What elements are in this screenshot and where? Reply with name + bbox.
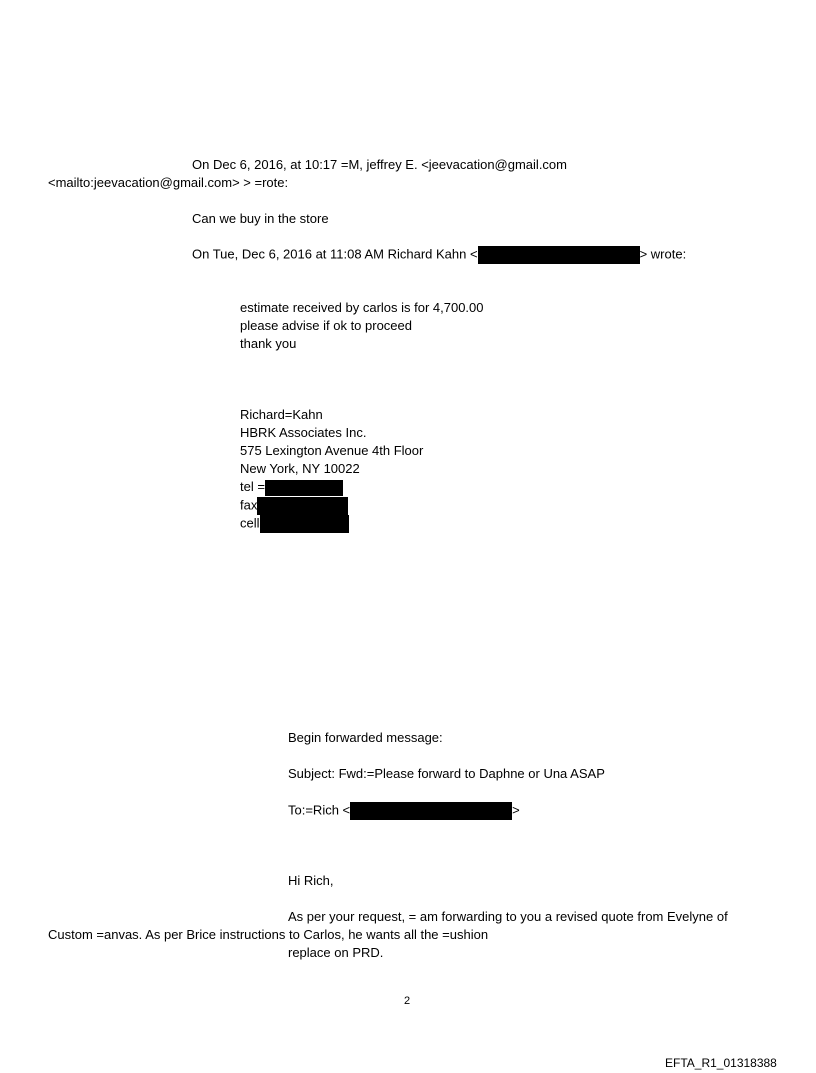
redacted-email-block	[478, 246, 640, 264]
redacted-cell-block	[260, 515, 349, 533]
redacted-tel-block	[265, 480, 343, 496]
redacted-to-email-block	[350, 802, 512, 820]
redacted-fax-block	[257, 497, 348, 515]
forwarded-greeting: Hi Rich,	[288, 873, 334, 888]
signature-address: 575 Lexington Avenue 4th Floor	[240, 443, 424, 458]
forwarded-heading: Begin forwarded message:	[288, 730, 443, 745]
forwarded-body-line-3: replace on PRD.	[288, 945, 384, 960]
tel-label: tel =	[240, 479, 265, 494]
header-quote-line-2: <mailto:jeevacation@gmail.com> > =rote:	[48, 175, 289, 190]
signature-cell	[240, 515, 349, 533]
signature-fax	[240, 497, 348, 515]
cell-label: cell	[240, 515, 260, 531]
signature-name: Richard=Kahn	[240, 407, 323, 422]
to-suffix: >	[512, 802, 520, 818]
signature-tel	[240, 479, 343, 496]
forwarded-subject: Subject: Fwd:=Please forward to Daphne or Una ASAP	[288, 766, 605, 781]
inner-quote-header	[192, 246, 686, 264]
forwarded-to	[288, 802, 520, 820]
header-quote-line-1: On Dec 6, 2016, at 10:17 =M, jeffrey E. <jeevacation@gmail.com	[192, 157, 567, 172]
to-prefix: To:=Rich <	[288, 802, 351, 818]
forwarded-body-line-1: As per your request, = am forwarding to you a revised quote from Evelyne of	[288, 909, 728, 924]
message-body-line-1: estimate received by carlos is for 4,700.00	[240, 300, 484, 315]
message-body-line-2: please advise if ok to proceed	[240, 318, 412, 333]
message-body-line-3: thank you	[240, 336, 297, 351]
inner-quote-suffix: > wrote:	[639, 246, 687, 262]
signature-company: HBRK Associates Inc.	[240, 425, 367, 440]
inner-quote-prefix: On Tue, Dec 6, 2016 at 11:08 AM Richard Kahn <	[192, 246, 478, 262]
signature-city: New York, NY 10022	[240, 461, 360, 476]
reply-text: Can we buy in the store	[192, 211, 329, 226]
forwarded-body-line-2: Custom =anvas. As per Brice instructions to Carlos, he wants all the =ushion	[48, 927, 489, 942]
page-number: 2	[404, 995, 411, 1007]
fax-label: fax	[240, 497, 258, 513]
document-id: EFTA_R1_01318388	[665, 1056, 777, 1070]
